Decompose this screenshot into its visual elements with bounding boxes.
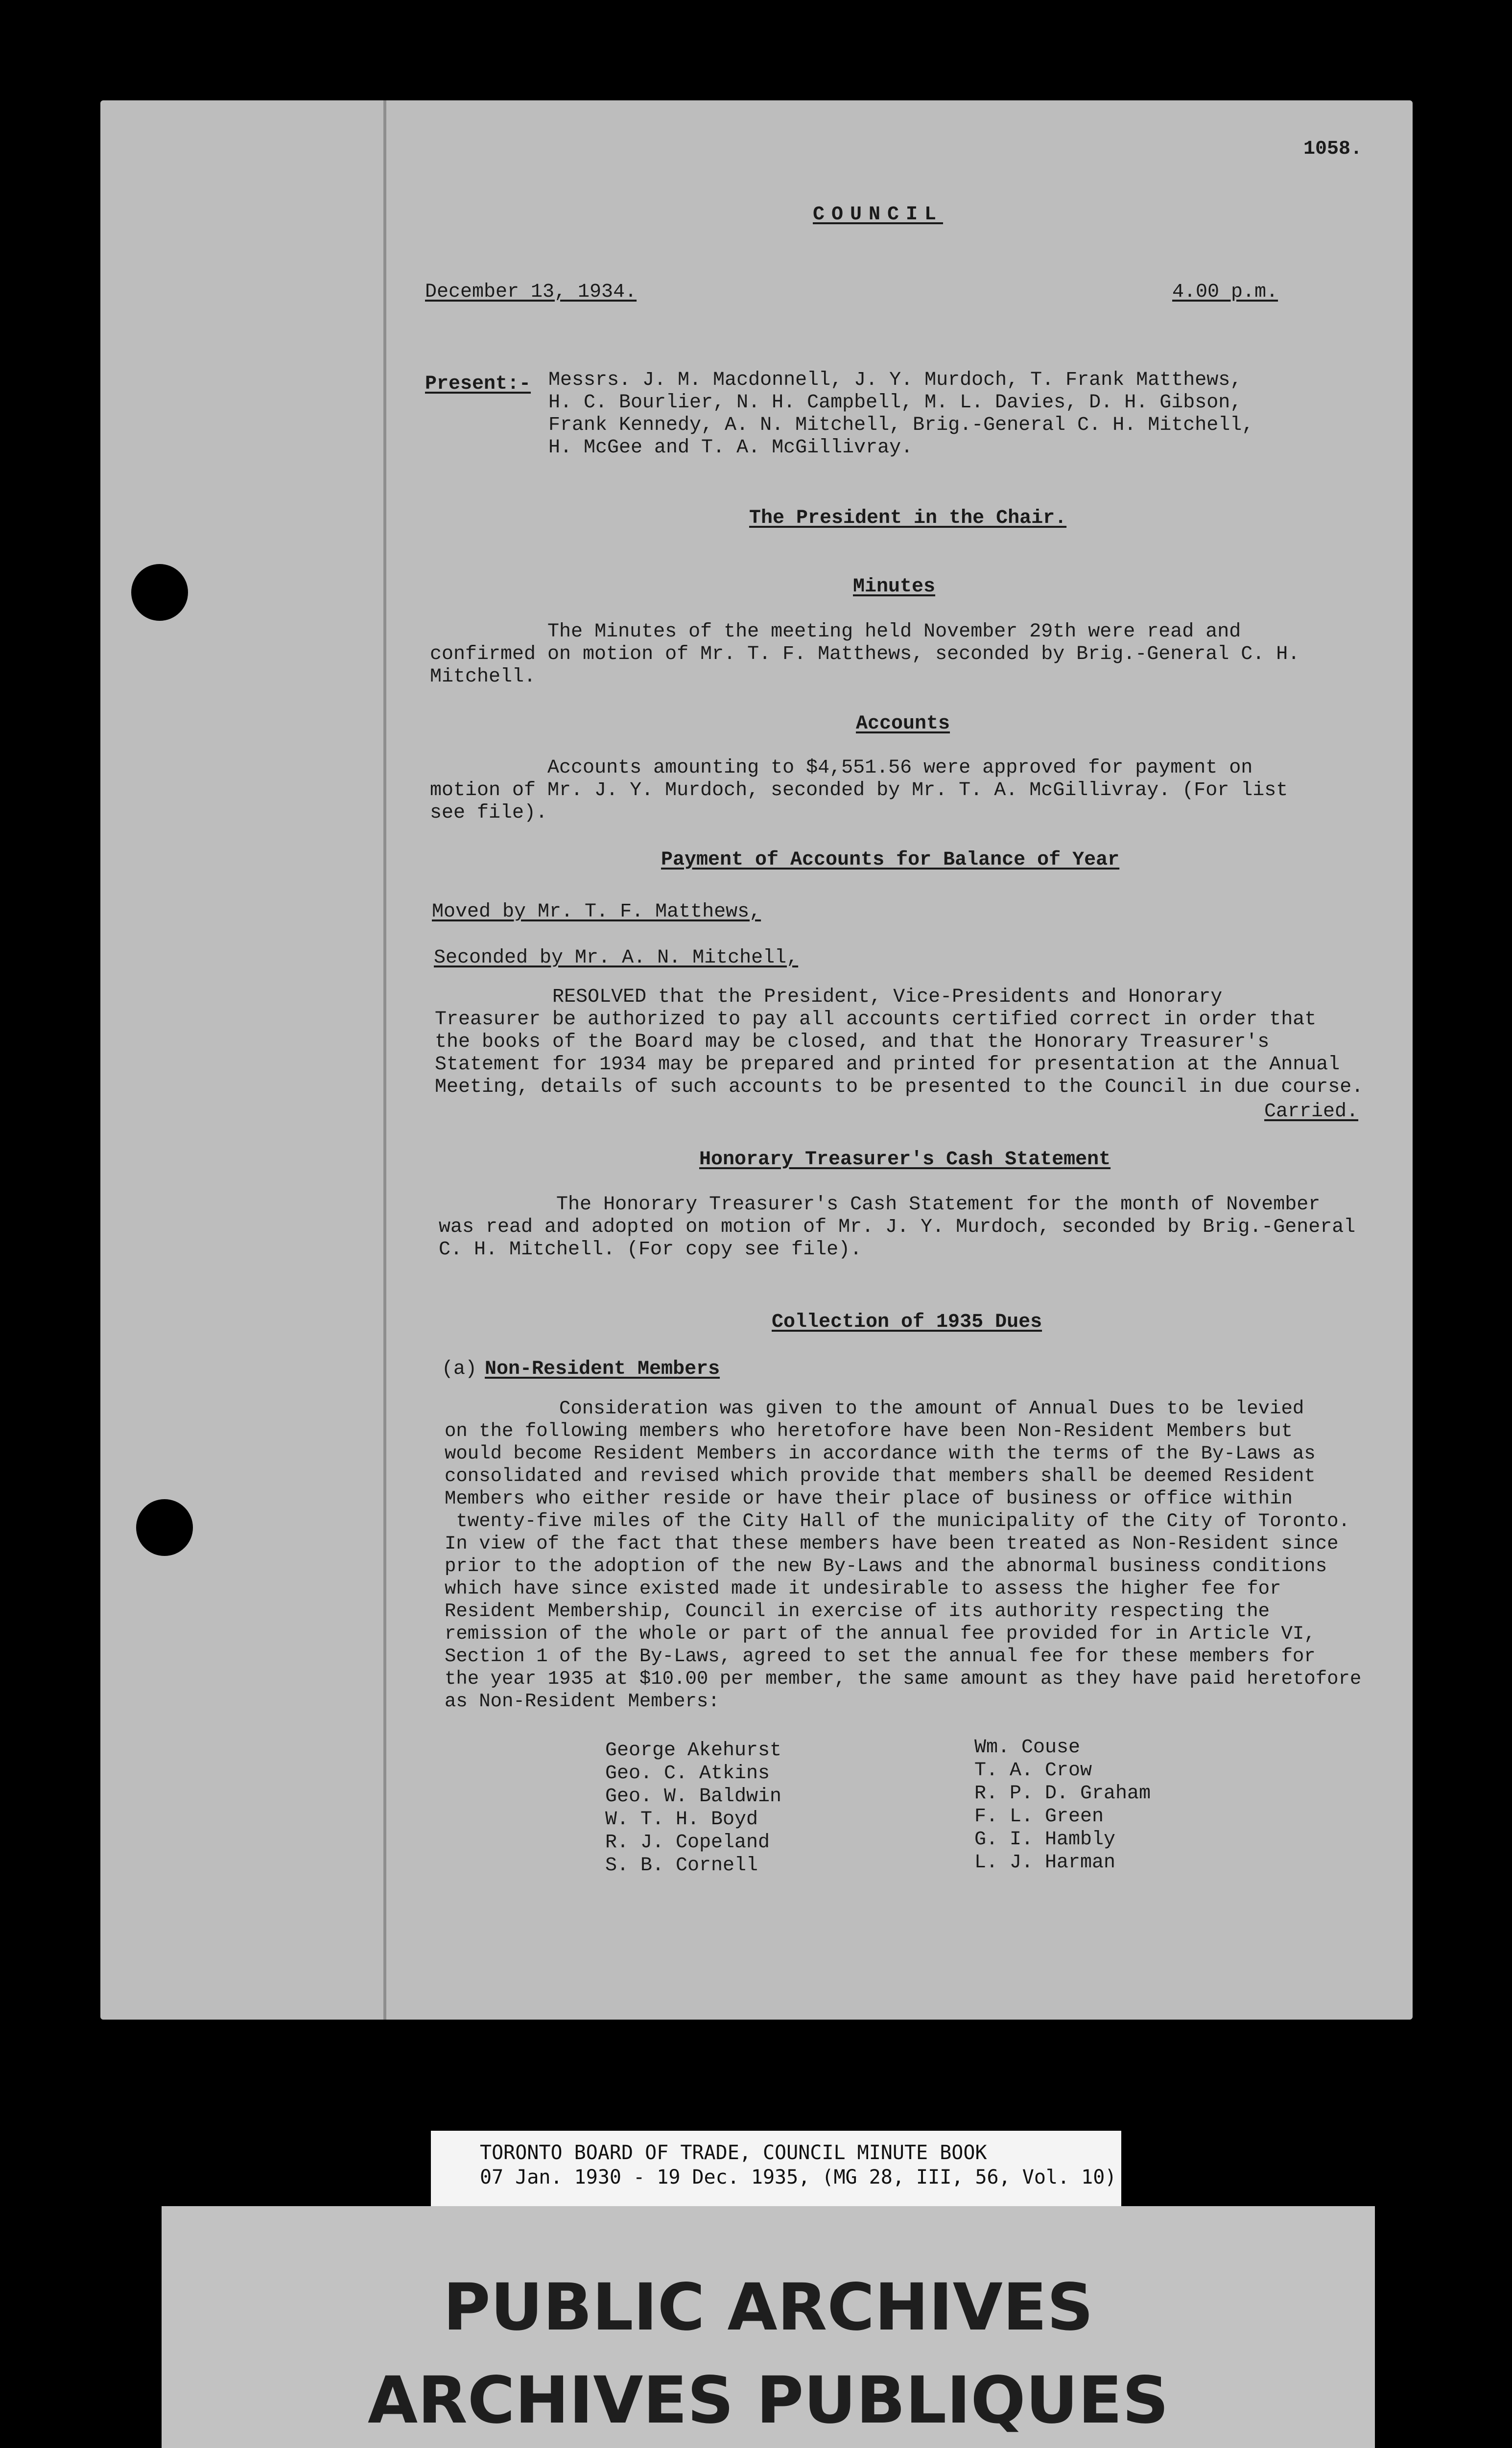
resolved-text: RESOLVED that the President, Vice-Presidents and Honorary Treasurer be authorized to pay all accounts certified correct in order that the books of the Board may be closed, and that the Honorary Treasurer's Statement for 1934 may be prepared and printed for presentation at the Annual Meeting, details of such accounts to be presented to the Council in due course. (435, 986, 1364, 1098)
present-label: Present:- (425, 373, 531, 395)
list-item: Wm. Couse (974, 1737, 1081, 1759)
accounts-heading: Accounts (856, 713, 950, 735)
dues-text: Consideration was given to the amount of Annual Dues to be levied on the following members who heretofore have been Non-Resident Members but would become Resident Members in accordance with the terms of the By-Laws as consolidated and revised which provide that members shall be deemed Resident Members who either reside or have their place of business or office within twenty-five miles of the City Hall of the municipality of the City of Toronto. In view of the fact that these members have been treated as Non-Resident since prior to the adoption of the new By-Laws and the abnormal business conditions which have since existed made it undesirable to assess the higher fee for Resident Membership, Council in exercise of its authority respecting the remission of the whole or part of the annual fee provided for in Article VI, Section 1 of the By-Laws, agreed to set the annual fee for these members for the year 1935 at $10.00 per member, the same amount as they have paid heretofore as Non-Resident Members: (445, 1398, 1362, 1712)
meeting-time: 4.00 p.m. (1172, 281, 1278, 303)
list-item: G. I. Hambly (974, 1829, 1116, 1851)
carried-label: Carried. (1264, 1101, 1359, 1123)
list-item: L. J. Harman (974, 1852, 1116, 1874)
seconded-by: Seconded by Mr. A. N. Mitchell, (434, 947, 799, 969)
archives-stamp (162, 2206, 1375, 2448)
stamp-line-french: ARCHIVES PUBLIQUES (367, 2363, 1169, 2438)
list-item: S. B. Cornell (605, 1855, 758, 1877)
list-item: George Akehurst (605, 1740, 782, 1762)
dues-heading: Collection of 1935 Dues (772, 1311, 1042, 1333)
chair-heading: The President in the Chair. (749, 507, 1067, 529)
members-right-list (974, 1736, 1151, 1874)
minutes-text: The Minutes of the meeting held November 29th were read and confirmed on motion of Mr. T. F. Matthews, seconded by Brig.-General C. H. Mitchell. (430, 621, 1300, 688)
list-item: W. T. H. Boyd (605, 1809, 758, 1831)
stamp-line-english: PUBLIC ARCHIVES (443, 2270, 1094, 2345)
moved-by: Moved by Mr. T. F. Matthews, (432, 901, 761, 923)
treasurer-text: The Honorary Treasurer's Cash Statement for the month of November was read and adopted on motion of Mr. J. Y. Murdoch, seconded by Brig.-General C. H. Mitchell. (For copy see file). (439, 1194, 1356, 1261)
list-item: T. A. Crow (974, 1760, 1092, 1782)
list-item: F. L. Green (974, 1806, 1104, 1828)
accounts-text: Accounts amounting to $4,551.56 were approved for payment on motion of Mr. J. Y. Murdoch, seconded by Mr. T. A. McGillivray. (For list see file). (430, 757, 1288, 824)
subsection-title: Non-Resident Members (485, 1358, 720, 1380)
archive-label (431, 2131, 1121, 2206)
list-item: Geo. C. Atkins (605, 1763, 770, 1785)
members-left-list (605, 1739, 781, 1877)
treasurer-heading: Honorary Treasurer's Cash Statement (699, 1149, 1111, 1171)
page-title: COUNCIL (813, 204, 944, 226)
meeting-date: December 13, 1934. (425, 281, 637, 303)
archive-label-dates: 07 Jan. 1930 - 19 Dec. 1935, (MG 28, III, 56, Vol. 10) (480, 2166, 1117, 2189)
present-list: Messrs. J. M. Macdonnell, J. Y. Murdoch, T. Frank Matthews, H. C. Bourlier, N. H. Campbell, M. L. Davies, D. H. Gibson, Frank Kennedy, A. N. Mitchell, Brig.-General C. H. Mitchell, H. McGee and T. A. McGillivray. (548, 369, 1254, 459)
subsection-marker: (a) (442, 1358, 477, 1380)
list-item: Geo. W. Baldwin (605, 1786, 782, 1808)
minutes-heading: Minutes (853, 576, 936, 598)
page-number: 1058. (1303, 138, 1363, 160)
archive-label-title: TORONTO BOARD OF TRADE, COUNCIL MINUTE BOOK (480, 2142, 987, 2164)
payment-heading: Payment of Accounts for Balance of Year (661, 849, 1120, 871)
list-item: R. P. D. Graham (974, 1783, 1151, 1805)
list-item: R. J. Copeland (605, 1832, 770, 1854)
